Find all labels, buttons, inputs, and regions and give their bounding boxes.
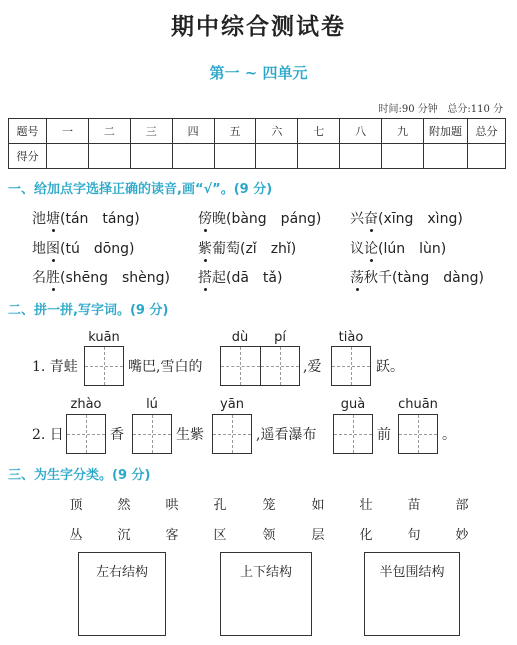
sentence-text: 1. 青蛙	[32, 359, 78, 375]
pinyin-choice-item[interactable]	[32, 238, 135, 258]
score-cell[interactable]	[424, 144, 468, 169]
writing-grid[interactable]	[333, 414, 373, 454]
pinyin-choice-item[interactable]	[198, 267, 282, 287]
score-header-cell: 六	[256, 119, 298, 144]
score-header-cell: 二	[88, 119, 130, 144]
character-item: 笼	[262, 498, 276, 513]
character-item: 妙	[455, 528, 469, 543]
character-item: 沉	[117, 528, 131, 543]
pinyin-options: (shēng shèng)	[60, 270, 171, 286]
word-part: 兴	[350, 211, 364, 227]
sentence-text: 嘴巴,雪白的	[128, 359, 203, 375]
pinyin-prompt: lú	[146, 397, 158, 412]
character-item: 如	[311, 498, 325, 513]
word-part: 起	[212, 270, 226, 286]
pinyin-prompt: dù	[231, 330, 249, 345]
pinyin-options: (zǐ zhǐ)	[240, 241, 297, 257]
pinyin-choice-item[interactable]	[198, 208, 321, 228]
writing-grid[interactable]	[212, 414, 252, 454]
score-cell[interactable]	[88, 144, 130, 169]
score-cell[interactable]	[340, 144, 382, 169]
score-header-cell: 九	[382, 119, 424, 144]
exam-meta	[379, 100, 503, 115]
score-cell[interactable]	[172, 144, 214, 169]
character-item: 客	[165, 528, 179, 543]
dotted-char: 奋	[364, 211, 378, 227]
score-header-cell: 五	[214, 119, 256, 144]
sentence-text: ,遥看瀑布	[256, 427, 317, 443]
character-item: 领	[262, 528, 276, 543]
score-cell[interactable]	[130, 144, 172, 169]
unit-range-subtitle: 第一 ~ 四单元	[209, 64, 308, 82]
dotted-char: 紫	[198, 241, 212, 257]
dotted-char: 胜	[46, 270, 60, 286]
score-table-score-row	[9, 144, 506, 169]
score-cell[interactable]	[47, 144, 89, 169]
character-item: 哄	[165, 498, 179, 513]
sentence-text: ,爱	[303, 359, 322, 375]
pinyin-prompt: tiào	[338, 330, 364, 345]
writing-grid[interactable]	[132, 414, 172, 454]
sentence-text: 跃。	[376, 359, 404, 375]
score-table-header-row	[9, 119, 506, 144]
pinyin-options: (tàng dàng)	[392, 270, 484, 286]
character-item: 孔	[213, 498, 227, 513]
score-cell[interactable]	[468, 144, 506, 169]
writing-grid[interactable]	[66, 414, 106, 454]
pinyin-prompt: guà	[340, 397, 366, 412]
score-header-cell: 题号	[9, 119, 47, 144]
word-part: 晚	[212, 211, 226, 227]
character-item: 壮	[359, 498, 373, 513]
word-part: 地	[32, 241, 46, 257]
category-box-top-bottom[interactable]	[220, 552, 312, 636]
writing-grid[interactable]	[84, 346, 124, 386]
score-header-cell: 总分	[468, 119, 506, 144]
dotted-char: 图	[46, 241, 60, 257]
score-header-cell: 七	[298, 119, 340, 144]
word-part: 葡萄	[212, 241, 240, 257]
sentence-text: 前	[377, 427, 391, 443]
category-box-half-enclosure[interactable]	[364, 552, 460, 636]
pinyin-prompt: pí	[274, 330, 286, 345]
dotted-char: 搭	[198, 270, 212, 286]
pinyin-choice-item[interactable]	[198, 238, 296, 258]
score-header-cell: 八	[340, 119, 382, 144]
score-header-cell: 附加题	[424, 119, 468, 144]
page-title: 期中综合测试卷	[171, 13, 346, 40]
score-cell[interactable]	[256, 144, 298, 169]
dotted-char: 傍	[198, 211, 212, 227]
dotted-char: 论	[364, 241, 378, 257]
score-header-cell: 一	[47, 119, 89, 144]
section-2-heading: 二、拼一拼,写字词。(9 分)	[8, 303, 169, 318]
category-label: 半包围结构	[379, 565, 445, 580]
pinyin-options: (dā tǎ)	[226, 270, 283, 286]
score-cell[interactable]	[382, 144, 424, 169]
word-part: 秋千	[364, 270, 392, 286]
pinyin-choice-item[interactable]	[350, 238, 446, 258]
pinyin-prompt: zhào	[70, 397, 102, 412]
score-table	[8, 118, 506, 169]
score-cell[interactable]	[298, 144, 340, 169]
exam-time: 时间:90 分钟	[378, 104, 438, 115]
pinyin-choice-item[interactable]	[350, 208, 463, 228]
score-row-label: 得分	[9, 144, 47, 169]
character-item: 层	[311, 528, 325, 543]
pinyin-options: (tú dōng)	[60, 241, 135, 257]
pinyin-choice-item[interactable]	[350, 267, 484, 287]
score-header-cell: 三	[130, 119, 172, 144]
pinyin-prompt: yān	[220, 397, 244, 412]
writing-grid[interactable]	[331, 346, 371, 386]
category-label: 上下结构	[239, 565, 292, 580]
character-item: 部	[455, 498, 469, 513]
pinyin-choice-item[interactable]	[32, 267, 170, 287]
word-part: 名	[32, 270, 46, 286]
category-box-left-right[interactable]	[78, 552, 166, 636]
writing-grid[interactable]	[398, 414, 438, 454]
section-1-heading: 一、给加点字选择正确的读音,画“√”。(9 分)	[8, 182, 273, 197]
section-3-heading: 三、为生字分类。(9 分)	[8, 468, 151, 483]
word-part: 池	[32, 211, 46, 227]
pinyin-choice-item[interactable]	[32, 208, 140, 228]
character-item: 顶	[69, 498, 83, 513]
exam-total-score: 总分:110 分	[447, 104, 503, 115]
dotted-char: 塘	[46, 211, 60, 227]
character-item: 然	[117, 498, 131, 513]
character-item: 区	[213, 528, 227, 543]
score-header-cell: 四	[172, 119, 214, 144]
character-item: 化	[359, 528, 373, 543]
word-part: 议	[350, 241, 364, 257]
pinyin-prompt: chuān	[398, 397, 438, 412]
character-item: 丛	[69, 528, 83, 543]
sentence-text: 。	[442, 427, 456, 443]
score-cell[interactable]	[214, 144, 256, 169]
dotted-char: 荡	[350, 270, 364, 286]
pinyin-prompt: kuān	[88, 330, 120, 345]
pinyin-options: (xīng xìng)	[378, 211, 463, 227]
character-item: 苗	[407, 498, 421, 513]
pinyin-options: (lún lùn)	[378, 241, 447, 257]
sentence-text: 生紫	[176, 427, 204, 443]
sentence-text: 2. 日	[32, 427, 64, 443]
category-label: 左右结构	[95, 565, 148, 580]
writing-grid[interactable]	[220, 346, 300, 386]
pinyin-options: (tán táng)	[60, 211, 140, 227]
sentence-text: 香	[110, 427, 124, 443]
pinyin-options: (bàng páng)	[226, 211, 322, 227]
character-item: 句	[407, 528, 421, 543]
